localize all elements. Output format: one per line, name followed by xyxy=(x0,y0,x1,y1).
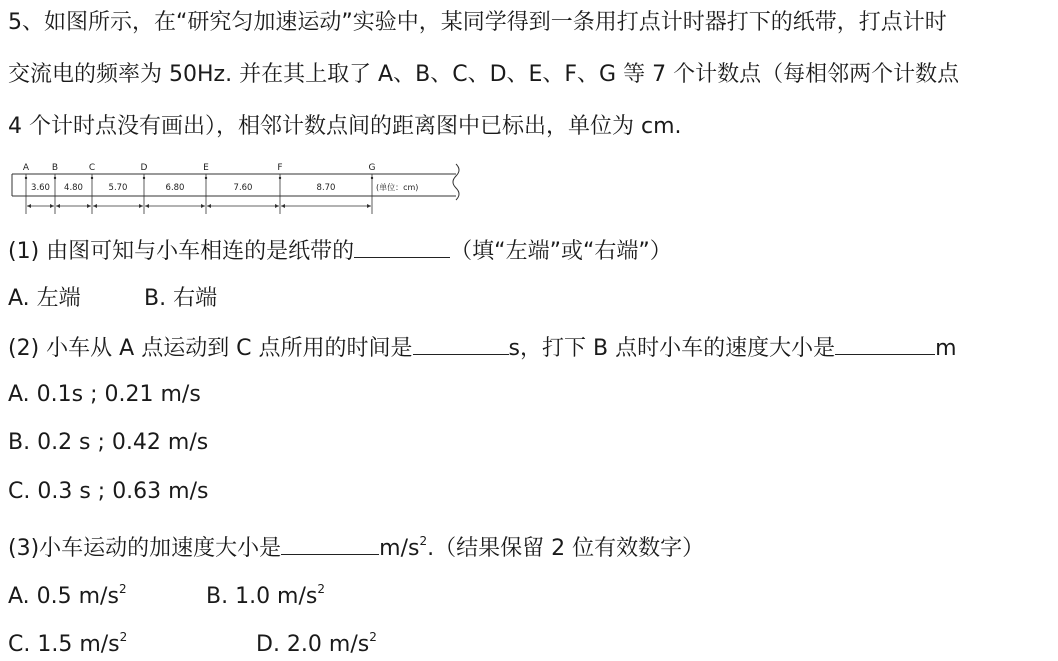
q3-option-b-exponent: 2 xyxy=(317,582,326,596)
q2-stem xyxy=(8,332,957,364)
arrow-head-left-1 xyxy=(27,204,31,208)
arrow-head-left-4 xyxy=(145,204,149,208)
question-line-3: 4 个计时点没有画出），相邻计数点间的距离图中已标出，单位为 cm. xyxy=(8,114,682,139)
q2-text-after: m xyxy=(935,336,957,361)
distance-label-2: 4.80 xyxy=(64,183,83,193)
q3-option-d-exponent: 2 xyxy=(369,630,377,644)
q2-option-c[interactable]: C. 0.3 s ; 0.63 m/s xyxy=(8,479,209,504)
q3-option-a-exponent: 2 xyxy=(118,582,127,596)
q3-option-d[interactable] xyxy=(256,622,377,660)
distance-label-6: 8.70 xyxy=(316,183,336,193)
distance-label-4: 6.80 xyxy=(165,183,185,193)
q3-option-a[interactable] xyxy=(8,574,127,612)
point-label-b: B xyxy=(51,163,59,173)
q2-option-b[interactable]: B. 0.2 s ; 0.42 m/s xyxy=(8,430,209,455)
q1-stem xyxy=(8,235,672,267)
arrow-head-left-5 xyxy=(207,204,211,208)
q2-time-blank[interactable] xyxy=(413,332,509,355)
q2-speed-blank[interactable] xyxy=(835,332,935,355)
q3-unit: m/s xyxy=(379,536,420,561)
q1-text-after: （填“左端”或“右端”） xyxy=(450,239,672,264)
q3-answer-blank[interactable] xyxy=(281,532,379,555)
arrow-head-right-1 xyxy=(50,204,54,208)
q1-answer-blank[interactable] xyxy=(354,235,450,258)
q3-text-after: .（结果保留 2 位有效数字） xyxy=(427,536,705,561)
paper-tape-figure xyxy=(10,160,470,222)
arrow-head-right-3 xyxy=(139,204,143,208)
distance-label-1: 3.60 xyxy=(31,183,50,193)
q1-option-a[interactable]: A. 左端 xyxy=(8,286,81,311)
q3-option-d-label: D. 2.0 m/s xyxy=(256,632,370,657)
q3-option-c[interactable] xyxy=(8,622,127,660)
arrow-head-left-2 xyxy=(56,204,60,208)
q3-option-c-exponent: 2 xyxy=(119,630,128,644)
point-label-d: D xyxy=(140,163,148,173)
q3-unit-exponent: 2 xyxy=(419,534,428,548)
q3-option-b[interactable] xyxy=(206,574,325,612)
arrow-head-left-3 xyxy=(93,204,97,208)
distance-label-3: 5.70 xyxy=(108,183,128,193)
q2-option-a[interactable]: A. 0.1s ; 0.21 m/s xyxy=(8,382,201,407)
point-label-a: A xyxy=(22,163,30,173)
arrow-head-right-4 xyxy=(201,204,205,208)
q3-text-before: (3)小车运动的加速度大小是 xyxy=(8,536,282,561)
q2-text-before: (2) 小车从 A 点运动到 C 点所用的时间是 xyxy=(8,336,413,361)
arrow-head-right-2 xyxy=(87,204,91,208)
question-line-2: 交流电的频率为 50Hz. 并在其上取了 A、B、C、D、E、F、G 等 7 个计数点（每相邻两个计数点 xyxy=(8,62,960,87)
question-line-1: 5、如图所示，在“研究匀加速运动”实验中，某同学得到一条用打点计时器打下的纸带，打点计时 xyxy=(8,10,947,35)
point-label-g: G xyxy=(368,163,376,173)
point-label-c: C xyxy=(88,163,96,173)
arrow-head-right-5 xyxy=(275,204,279,208)
q3-option-c-label: C. 1.5 m/s xyxy=(8,632,120,657)
unit-note: (单位：cm) xyxy=(376,183,419,192)
q3-option-a-label: A. 0.5 m/s xyxy=(8,584,119,609)
q1-text-before: (1) 由图可知与小车相连的是纸带的 xyxy=(8,239,355,264)
q3-option-b-label: B. 1.0 m/s xyxy=(206,584,318,609)
point-label-f: F xyxy=(277,163,283,173)
q2-text-mid: s，打下 B 点时小车的速度大小是 xyxy=(508,336,836,361)
q1-option-b[interactable]: B. 右端 xyxy=(144,286,218,311)
point-label-e: E xyxy=(203,163,209,173)
q3-stem xyxy=(8,526,704,564)
arrow-head-right-6 xyxy=(367,204,371,208)
distance-label-5: 7.60 xyxy=(233,183,253,193)
arrow-head-left-6 xyxy=(281,204,285,208)
